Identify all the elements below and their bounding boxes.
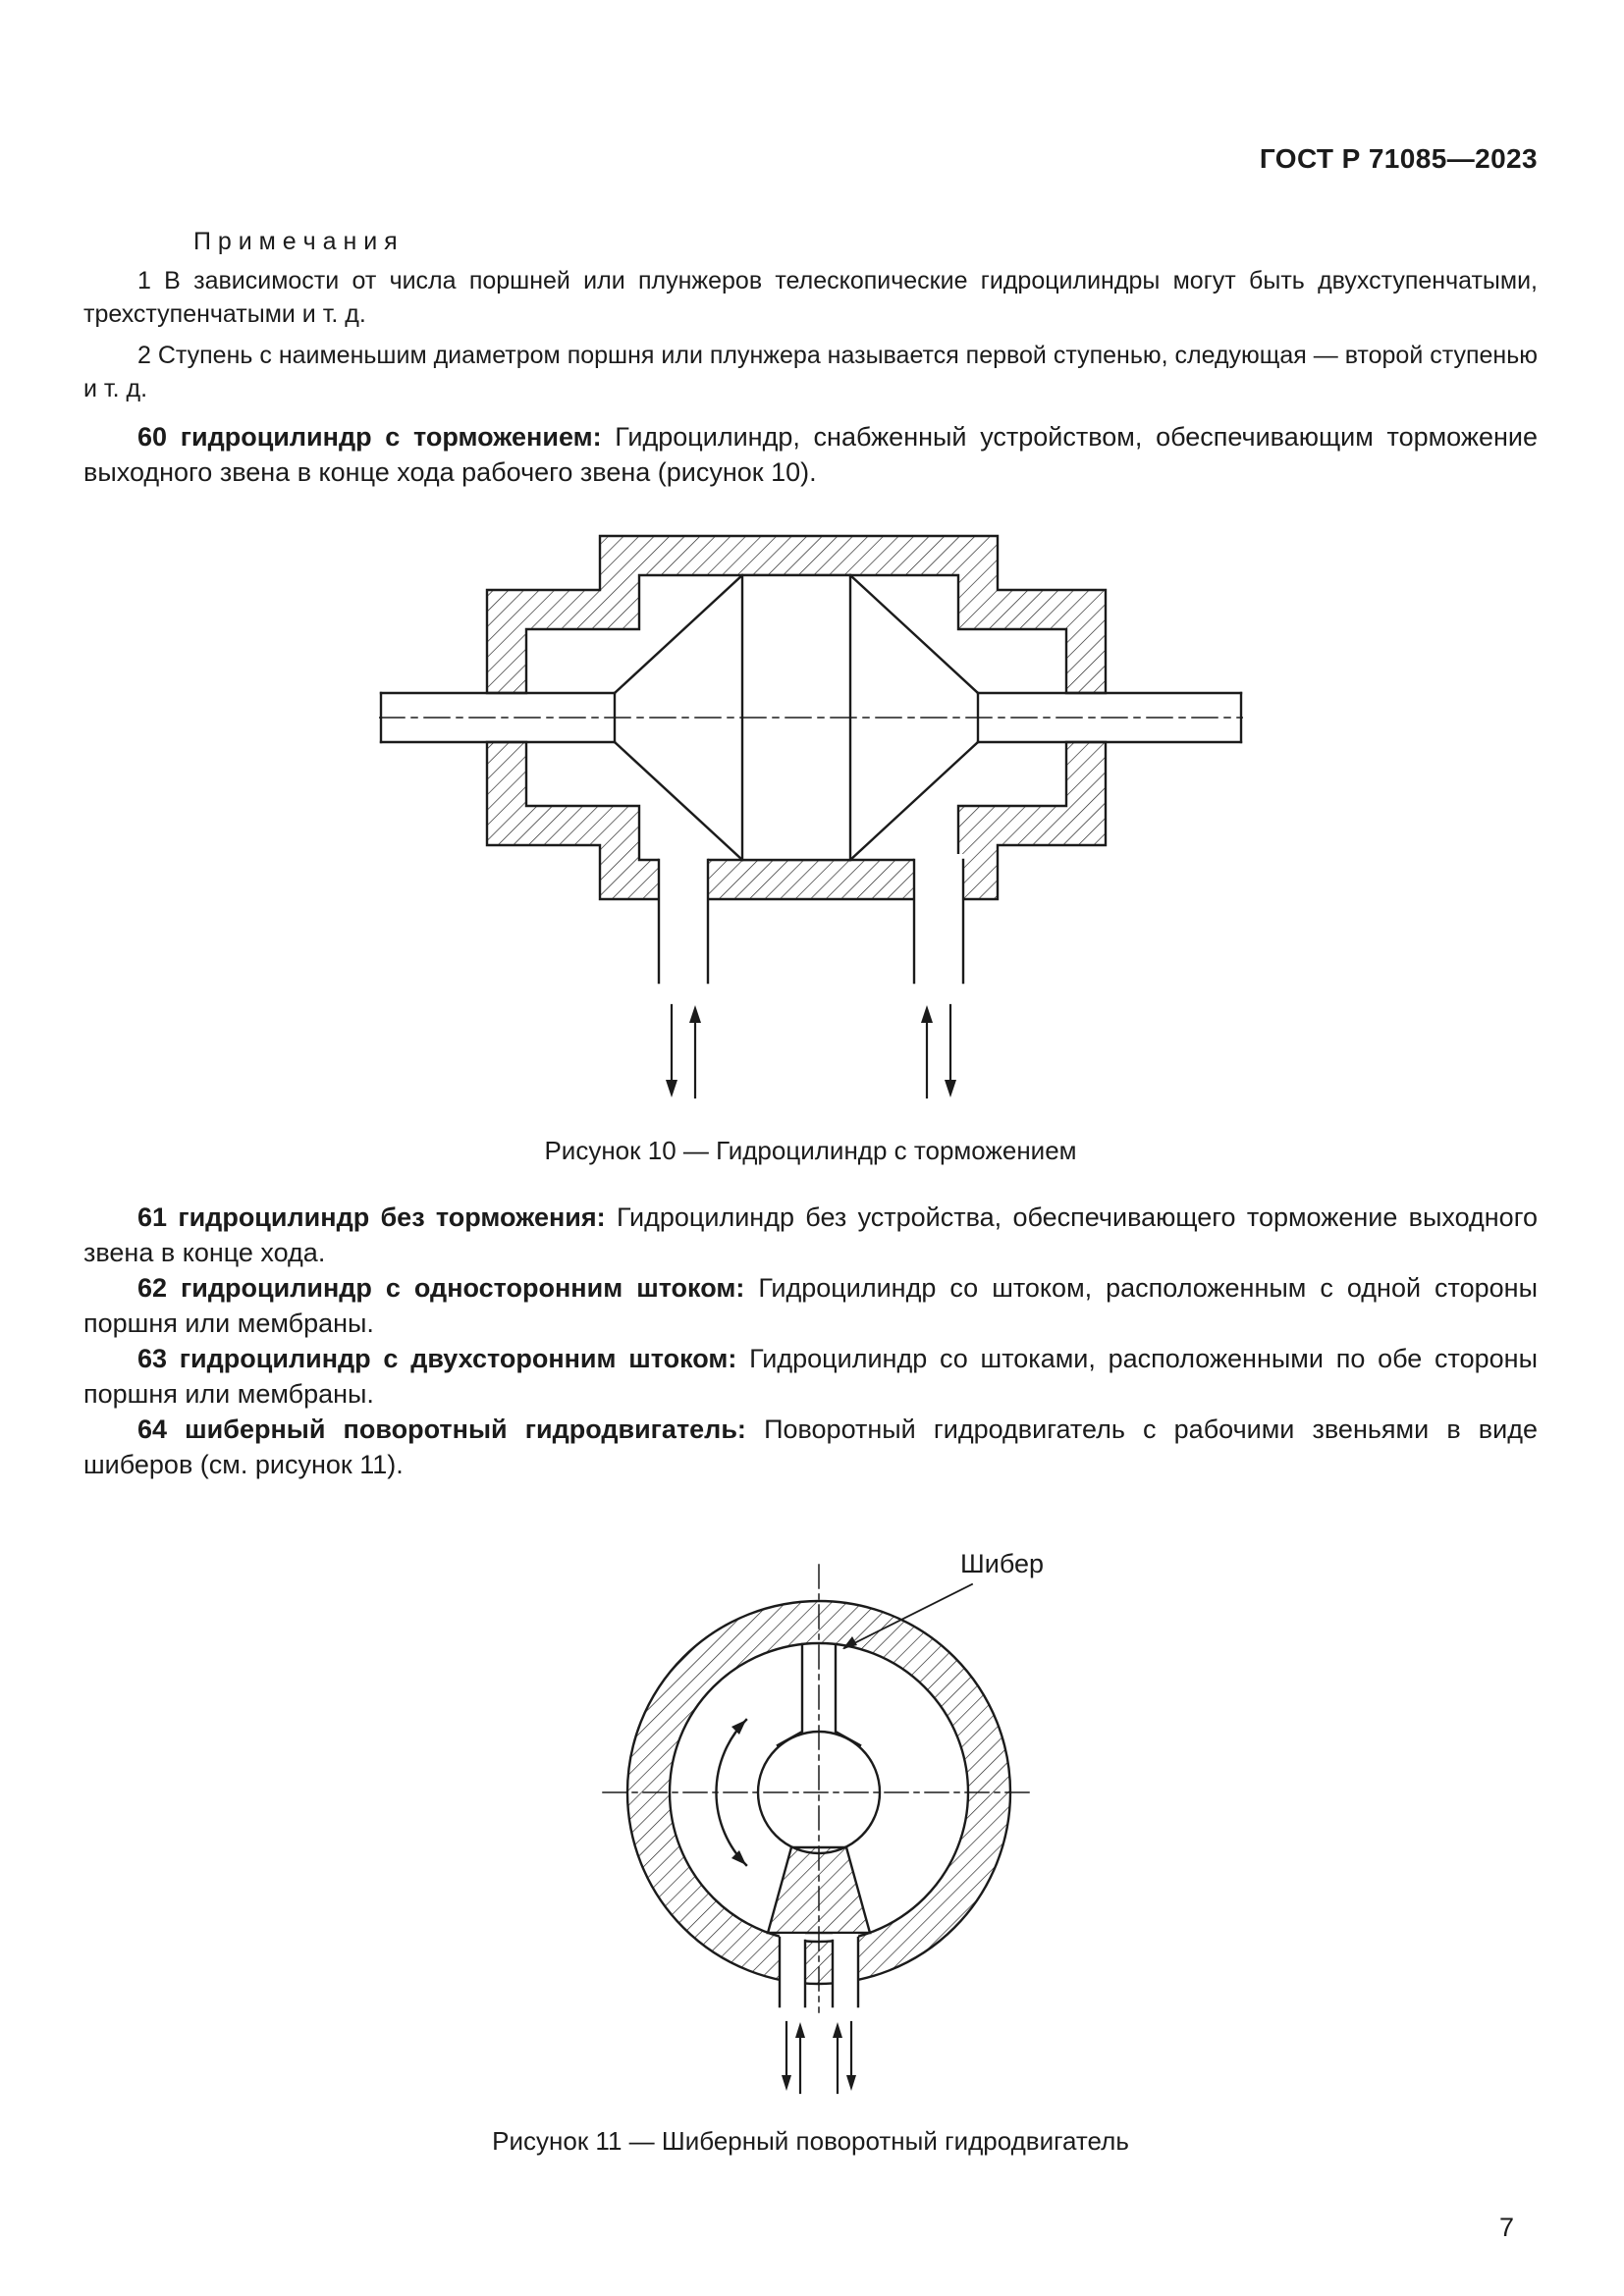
term-63 [83,1341,1538,1412]
term-62-name: 62 гидроцилиндр с односторонним штоком: [137,1273,745,1303]
term-60-name: 60 гидроцилиндр с торможением: [137,422,602,452]
notes-heading: П р и м е ч а н и я [193,228,398,255]
note-1: 1 В зависимости от числа поршней или плунжеров телескопические гидроцилиндры могут быть двухступенчатыми, трехступенчатыми и т. д. [83,267,1538,328]
port-opening-left [659,854,708,903]
terms-block [83,1200,1538,1482]
term-63-name: 63 гидроцилиндр с двухсторонним штоком: [137,1344,737,1373]
vane-callout [842,1549,1044,1649]
port-opening-right [833,1934,858,2008]
figure-10 [83,533,1538,1112]
page-number: 7 [1498,2213,1514,2242]
term-63-definition: Гидроцилиндр со штоками, расположенными по обе стороны поршня или мембраны. [83,1344,1538,1409]
term-60-definition: Гидроцилиндр, снабженный устройством, обеспечивающим торможение выходного звена в конце хода рабочего звена (рисунок 10). [83,422,1538,487]
term-62 [83,1270,1538,1341]
figure-11-drawing [544,1506,1153,2103]
term-64-name: 64 шиберный поворотный гидродвигатель: [137,1415,746,1444]
note-2: 2 Ступень с наименьшим диаметром поршня или плунжера называется первой ступенью, следующая — второй ступенью и т. д. [83,342,1538,402]
port-opening-right [914,854,963,903]
term-64 [83,1412,1538,1482]
term-61-definition: Гидроцилиндр без устройства, обеспечивающего торможение выходного звена в конце хода. [83,1202,1538,1267]
figure-10-caption: Рисунок 10 — Гидроцилиндр с торможением [544,1136,1077,1165]
figure-10-drawing [379,533,1243,1112]
term-60 [83,419,1538,490]
port-opening-left [780,1934,805,2008]
doc-number: ГОСТ Р 71085—2023 [1259,143,1538,174]
term-61-name: 61 гидроцилиндр без торможения: [137,1202,606,1232]
vane-label: Шибер [959,1549,1044,1578]
page-content [83,0,1538,2157]
term-62-definition: Гидроцилиндр со штоком, расположенным с одной стороны поршня или мембраны. [83,1273,1538,1338]
flow-arrows [782,2022,856,2093]
term-61 [83,1200,1538,1270]
figure-11 [83,1506,1538,2103]
figure-11-caption: Рисунок 11 — Шиберный поворотный гидродвигатель [492,2126,1129,2156]
term-64-definition: Поворотный гидродвигатель с рабочими звеньями в виде шиберов (см. рисунок 11). [83,1415,1539,1479]
flow-arrows [666,1005,956,1097]
